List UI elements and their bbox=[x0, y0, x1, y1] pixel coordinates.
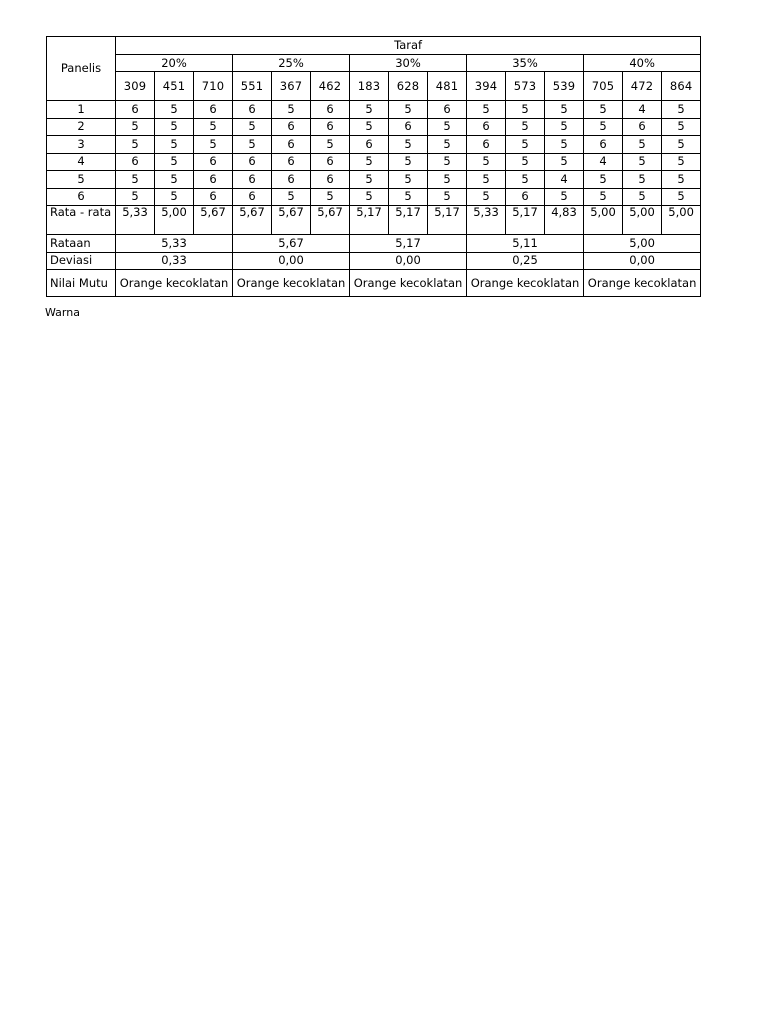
score-cell: 6 bbox=[584, 136, 623, 154]
rataan-value: 5,17 bbox=[350, 235, 467, 253]
score-cell: 5 bbox=[623, 188, 662, 206]
deviasi-row bbox=[47, 252, 701, 270]
score-cell: 5 bbox=[155, 101, 194, 119]
score-cell: 5 bbox=[467, 188, 506, 206]
score-cell: 5 bbox=[116, 118, 155, 136]
table-row bbox=[47, 118, 701, 136]
score-cell: 5 bbox=[662, 171, 701, 189]
score-cell: 5 bbox=[194, 136, 233, 154]
score-cell: 5 bbox=[272, 101, 311, 119]
score-cell: 5 bbox=[662, 101, 701, 119]
score-cell: 5 bbox=[506, 136, 545, 154]
table-row bbox=[47, 171, 701, 189]
score-cell: 5 bbox=[506, 171, 545, 189]
sample-code: 472 bbox=[623, 72, 662, 101]
score-cell: 6 bbox=[233, 171, 272, 189]
score-cell: 5 bbox=[623, 171, 662, 189]
score-cell: 5 bbox=[506, 153, 545, 171]
score-cell: 6 bbox=[233, 153, 272, 171]
score-cell: 6 bbox=[311, 101, 350, 119]
table-row bbox=[47, 101, 701, 119]
score-cell: 6 bbox=[116, 153, 155, 171]
rata-rata-value: 5,00 bbox=[623, 206, 662, 235]
panelis-number: 3 bbox=[47, 136, 116, 154]
score-cell: 5 bbox=[467, 171, 506, 189]
score-cell: 5 bbox=[584, 188, 623, 206]
deviasi-value: 0,33 bbox=[116, 252, 233, 270]
organoleptic-table bbox=[46, 36, 701, 297]
rata-rata-value: 5,33 bbox=[116, 206, 155, 235]
score-cell: 5 bbox=[506, 101, 545, 119]
score-cell: 5 bbox=[545, 101, 584, 119]
rataan-value: 5,33 bbox=[116, 235, 233, 253]
rataan-value: 5,00 bbox=[584, 235, 701, 253]
rata-rata-label: Rata - rata bbox=[47, 206, 116, 235]
score-cell: 5 bbox=[428, 188, 467, 206]
score-cell: 5 bbox=[155, 136, 194, 154]
score-cell: 6 bbox=[272, 136, 311, 154]
rata-rata-value: 5,67 bbox=[233, 206, 272, 235]
score-cell: 5 bbox=[311, 136, 350, 154]
sample-code: 705 bbox=[584, 72, 623, 101]
score-cell: 5 bbox=[116, 136, 155, 154]
score-cell: 5 bbox=[155, 188, 194, 206]
rata-rata-value: 5,17 bbox=[506, 206, 545, 235]
rataan-label: Rataan bbox=[47, 235, 116, 253]
table-row bbox=[47, 153, 701, 171]
rata-rata-value: 5,67 bbox=[272, 206, 311, 235]
nilai-mutu-value: Orange kecoklatan bbox=[116, 270, 233, 297]
score-cell: 5 bbox=[389, 153, 428, 171]
score-cell: 5 bbox=[662, 188, 701, 206]
score-cell: 5 bbox=[350, 188, 389, 206]
level-header: 20% bbox=[116, 55, 233, 72]
sample-code: 309 bbox=[116, 72, 155, 101]
deviasi-label: Deviasi bbox=[47, 252, 116, 270]
panelis-header: Panelis bbox=[47, 37, 116, 101]
score-cell: 5 bbox=[389, 188, 428, 206]
sample-code: 451 bbox=[155, 72, 194, 101]
score-cell: 5 bbox=[545, 188, 584, 206]
score-cell: 6 bbox=[311, 118, 350, 136]
score-cell: 5 bbox=[545, 136, 584, 154]
score-cell: 6 bbox=[389, 118, 428, 136]
table-row bbox=[47, 188, 701, 206]
score-cell: 6 bbox=[350, 136, 389, 154]
score-cell: 5 bbox=[545, 118, 584, 136]
score-cell: 4 bbox=[623, 101, 662, 119]
table-caption: Warna bbox=[45, 306, 80, 319]
score-cell: 5 bbox=[623, 136, 662, 154]
score-cell: 4 bbox=[584, 153, 623, 171]
rata-rata-value: 5,00 bbox=[584, 206, 623, 235]
score-cell: 5 bbox=[467, 101, 506, 119]
sample-code: 367 bbox=[272, 72, 311, 101]
nilai-mutu-label: Nilai Mutu bbox=[47, 270, 116, 297]
score-cell: 5 bbox=[350, 118, 389, 136]
rata-rata-value: 4,83 bbox=[545, 206, 584, 235]
score-cell: 5 bbox=[389, 171, 428, 189]
score-cell: 6 bbox=[116, 101, 155, 119]
nilai-mutu-value: Orange kecoklatan bbox=[467, 270, 584, 297]
score-cell: 6 bbox=[233, 188, 272, 206]
level-header: 40% bbox=[584, 55, 701, 72]
rata-rata-value: 5,00 bbox=[662, 206, 701, 235]
level-header: 25% bbox=[233, 55, 350, 72]
score-cell: 4 bbox=[545, 171, 584, 189]
nilai-mutu-value: Orange kecoklatan bbox=[584, 270, 701, 297]
sample-code: 394 bbox=[467, 72, 506, 101]
score-cell: 5 bbox=[428, 136, 467, 154]
deviasi-value: 0,25 bbox=[467, 252, 584, 270]
score-cell: 6 bbox=[272, 171, 311, 189]
sample-code: 573 bbox=[506, 72, 545, 101]
rata-rata-value: 5,67 bbox=[311, 206, 350, 235]
score-cell: 5 bbox=[194, 118, 233, 136]
score-cell: 6 bbox=[311, 153, 350, 171]
rata-rata-value: 5,00 bbox=[155, 206, 194, 235]
rata-rata-value: 5,17 bbox=[428, 206, 467, 235]
score-cell: 5 bbox=[428, 118, 467, 136]
score-cell: 6 bbox=[428, 101, 467, 119]
taraf-header: Taraf bbox=[116, 37, 701, 55]
score-cell: 6 bbox=[194, 171, 233, 189]
score-cell: 5 bbox=[311, 188, 350, 206]
panelis-number: 1 bbox=[47, 101, 116, 119]
score-cell: 5 bbox=[155, 171, 194, 189]
nilai-mutu-value: Orange kecoklatan bbox=[350, 270, 467, 297]
rataan-value: 5,67 bbox=[233, 235, 350, 253]
score-cell: 6 bbox=[194, 101, 233, 119]
table-row bbox=[47, 136, 701, 154]
nilai-mutu-row bbox=[47, 270, 701, 297]
score-cell: 6 bbox=[311, 171, 350, 189]
score-cell: 5 bbox=[623, 153, 662, 171]
score-cell: 5 bbox=[545, 153, 584, 171]
rata-rata-value: 5,17 bbox=[389, 206, 428, 235]
sample-code: 539 bbox=[545, 72, 584, 101]
score-cell: 5 bbox=[584, 118, 623, 136]
rataan-value: 5,11 bbox=[467, 235, 584, 253]
score-cell: 5 bbox=[506, 118, 545, 136]
score-cell: 5 bbox=[116, 171, 155, 189]
deviasi-value: 0,00 bbox=[350, 252, 467, 270]
score-cell: 5 bbox=[428, 171, 467, 189]
panelis-number: 4 bbox=[47, 153, 116, 171]
score-cell: 6 bbox=[467, 136, 506, 154]
score-cell: 5 bbox=[350, 171, 389, 189]
level-header: 35% bbox=[467, 55, 584, 72]
score-cell: 6 bbox=[194, 188, 233, 206]
score-cell: 6 bbox=[272, 118, 311, 136]
score-cell: 5 bbox=[350, 153, 389, 171]
score-cell: 6 bbox=[623, 118, 662, 136]
sample-code: 462 bbox=[311, 72, 350, 101]
rataan-row bbox=[47, 235, 701, 253]
score-cell: 5 bbox=[389, 101, 428, 119]
level-header: 30% bbox=[350, 55, 467, 72]
score-cell: 5 bbox=[428, 153, 467, 171]
score-cell: 5 bbox=[389, 136, 428, 154]
sample-code: 183 bbox=[350, 72, 389, 101]
score-cell: 6 bbox=[272, 153, 311, 171]
score-cell: 5 bbox=[155, 153, 194, 171]
score-cell: 5 bbox=[350, 101, 389, 119]
rata-rata-value: 5,33 bbox=[467, 206, 506, 235]
score-cell: 5 bbox=[662, 153, 701, 171]
rata-rata-value: 5,67 bbox=[194, 206, 233, 235]
score-cell: 5 bbox=[155, 118, 194, 136]
score-cell: 5 bbox=[233, 118, 272, 136]
score-cell: 6 bbox=[506, 188, 545, 206]
rata-rata-row bbox=[47, 206, 701, 235]
sample-code: 710 bbox=[194, 72, 233, 101]
deviasi-value: 0,00 bbox=[233, 252, 350, 270]
score-cell: 5 bbox=[662, 136, 701, 154]
sample-code: 864 bbox=[662, 72, 701, 101]
sample-code: 551 bbox=[233, 72, 272, 101]
score-cell: 5 bbox=[116, 188, 155, 206]
score-cell: 5 bbox=[662, 118, 701, 136]
panelis-number: 2 bbox=[47, 118, 116, 136]
score-cell: 6 bbox=[233, 101, 272, 119]
nilai-mutu-value: Orange kecoklatan bbox=[233, 270, 350, 297]
score-cell: 5 bbox=[233, 136, 272, 154]
rata-rata-value: 5,17 bbox=[350, 206, 389, 235]
sample-code: 628 bbox=[389, 72, 428, 101]
panelis-number: 6 bbox=[47, 188, 116, 206]
deviasi-value: 0,00 bbox=[584, 252, 701, 270]
sample-code: 481 bbox=[428, 72, 467, 101]
score-cell: 5 bbox=[272, 188, 311, 206]
score-cell: 5 bbox=[584, 171, 623, 189]
score-cell: 5 bbox=[584, 101, 623, 119]
score-cell: 6 bbox=[194, 153, 233, 171]
score-cell: 6 bbox=[467, 118, 506, 136]
score-cell: 5 bbox=[467, 153, 506, 171]
panelis-number: 5 bbox=[47, 171, 116, 189]
